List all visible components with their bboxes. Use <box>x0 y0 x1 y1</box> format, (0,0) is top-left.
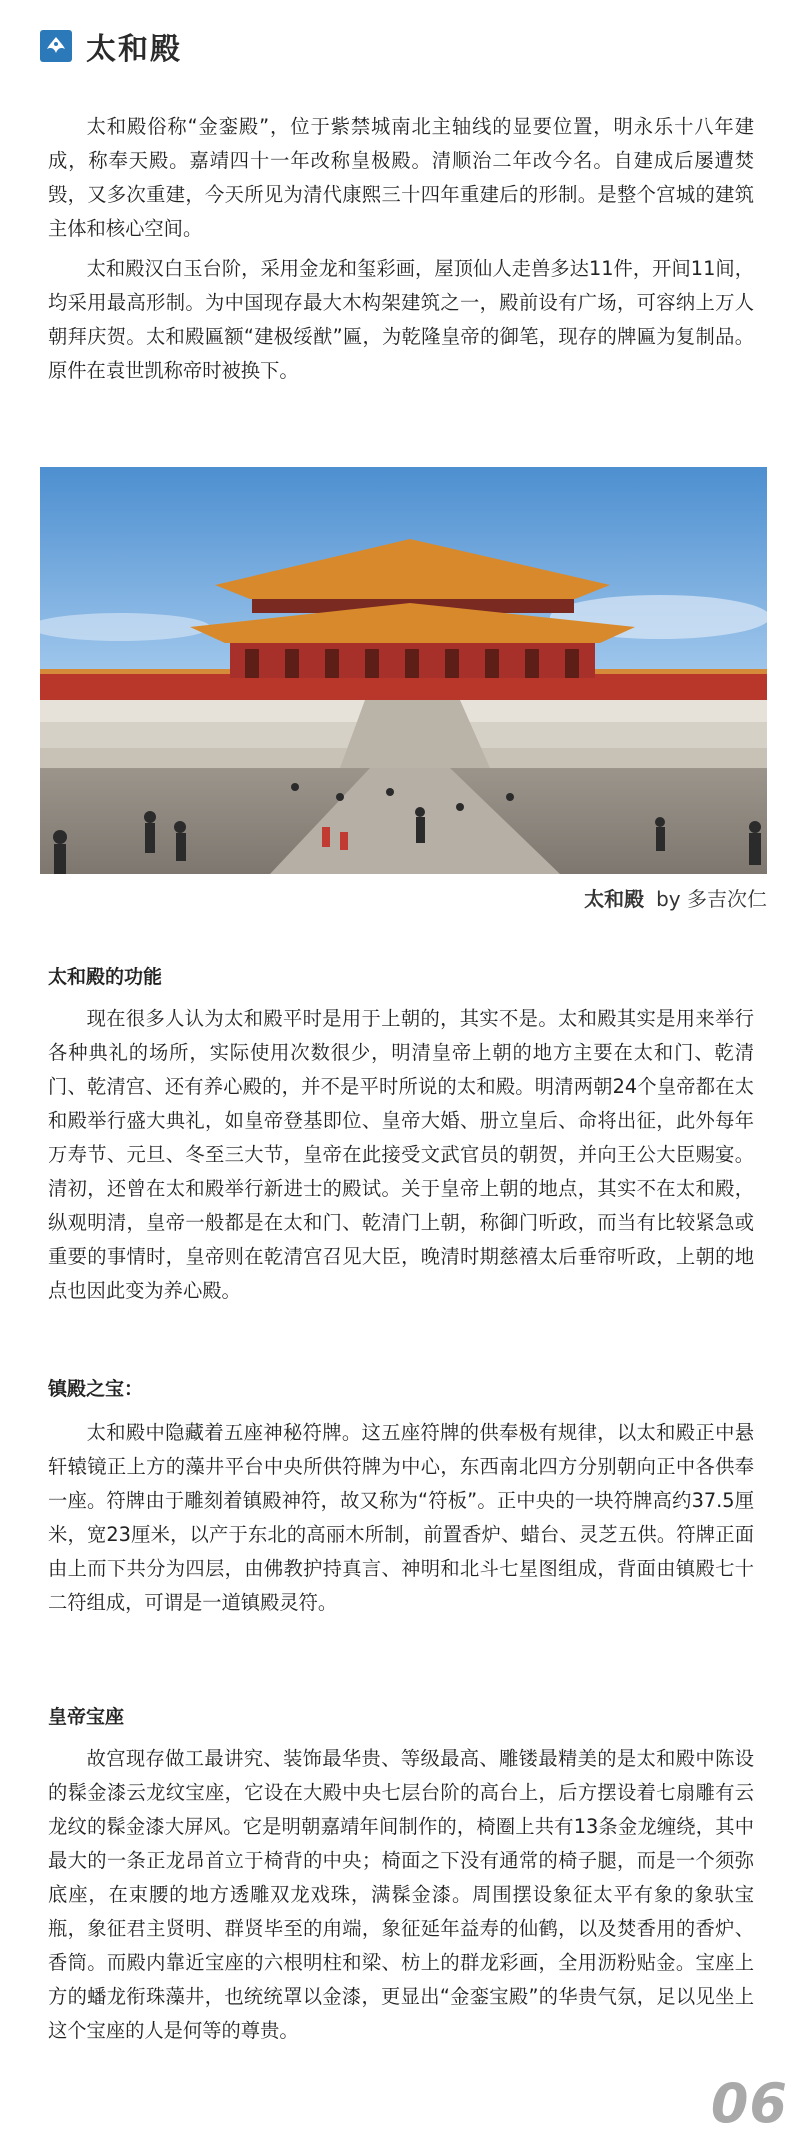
page-title: 太和殿 <box>86 32 182 67</box>
intro-section <box>48 110 754 388</box>
intro-paragraph-2: 太和殿汉白玉台阶，采用金龙和玺彩画，屋顶仙人走兽多达11件，开间11间，均采用最高形制。为中国现存最大木构架建筑之一，殿前设有广场，可容纳上万人朝拜庆贺。太和殿匾额“建极绥猷”匾，为乾隆皇帝的御笔，现存的牌匾为复制品。原件在袁世凯称帝时被换下。 <box>48 257 754 382</box>
intro-paragraph-1: 太和殿俗称“金銮殿”，位于紫禁城南北主轴线的显要位置，明永乐十八年建成，称奉天殿。嘉靖四十一年改称皇极殿。清顺治二年改今名。自建成后屡遭焚毁，又多次重建，今天所见为清代康熙三十四年重建后的形制。是整个宫城的建筑主体和核心空间。 <box>48 115 754 240</box>
section-treasure <box>48 1374 754 1620</box>
logo-icon <box>40 30 72 62</box>
page-number: 06 <box>710 2072 788 2135</box>
section-throne <box>48 1702 754 2048</box>
section-heading: 皇帝宝座 <box>48 1706 125 1728</box>
page-header <box>40 26 182 66</box>
section-heading: 太和殿的功能 <box>48 966 163 988</box>
section-paragraph: 现在很多人认为太和殿平时是用于上朝的，其实不是。太和殿其实是用来举行各种典礼的场所，实际使用次数很少，明清皇帝上朝的地方主要在太和门、乾清门、乾清宫、还有养心殿的，并不是平时所说的太和殿。明清两朝24个皇帝都在太和殿举行盛大典礼，如皇帝登基即位、皇帝大婚、册立皇后、命将出征，此外每年万寿节、元旦、冬至三大节，皇帝在此接受文武官员的朝贺，并向王公大臣赐宴。清初，还曾在太和殿举行新进士的殿试。关于皇帝上朝的地点，其实不在太和殿，纵观明清，皇帝一般都是在太和门、乾清门上朝，称御门听政，而当有比较紧急或重要的事情时，皇帝则在乾清宫召见大臣，晚清时期慈禧太后垂帘听政，上朝的地点也因此变为养心殿。 <box>48 1007 754 1302</box>
hall-photo <box>40 467 767 874</box>
section-paragraph: 故宫现存做工最讲究、装饰最华贵、等级最高、雕镂最精美的是太和殿中陈设的髹金漆云龙纹宝座，它设在大殿中央七层台阶的高台上，后方摆设着七扇雕有云龙纹的髹金漆大屏风。它是明朝嘉靖年间制作的，椅圈上共有13条金龙缠绕，其中最大的一条正龙昂首立于椅背的中央；椅面之下没有通常的椅子腿，而是一个须弥底座，在束腰的地方透雕双龙戏珠，满髹金漆。周围摆设象征太平有象的象驮宝瓶，象征君主贤明、群贤毕至的甪端，象征延年益寿的仙鹤，以及焚香用的香炉、香筒。而殿内靠近宝座的六根明柱和梁、枋上的群龙彩画，全用沥粉贴金。宝座上方的蟠龙衔珠藻井，也统统罩以金漆，更显出“金銮宝殿”的华贵气氛，足以见坐上这个宝座的人是何等的尊贵。 <box>48 1747 754 2042</box>
section-paragraph: 太和殿中隐藏着五座神秘符牌。这五座符牌的供奉极有规律，以太和殿正中悬轩辕镜正上方的藻井平台中央所供符牌为中心，东西南北四方分别朝向正中各供奉一座。符牌由于雕刻着镇殿神符，故又称为“符板”。正中央的一块符牌高约37.5厘米，宽23厘米，以产于东北的高丽木所制，前置香炉、蜡台、灵芝五供。符牌正面由上而下共分为四层，由佛教护持真言、神明和北斗七星图组成，背面由镇殿七十二符组成，可谓是一道镇殿灵符。 <box>48 1421 754 1614</box>
photo-caption <box>584 883 767 912</box>
section-function <box>48 962 754 1308</box>
section-heading: 镇殿之宝： <box>48 1378 144 1400</box>
caption-credit: by 多吉次仁 <box>656 887 767 911</box>
caption-title: 太和殿 <box>584 887 645 911</box>
